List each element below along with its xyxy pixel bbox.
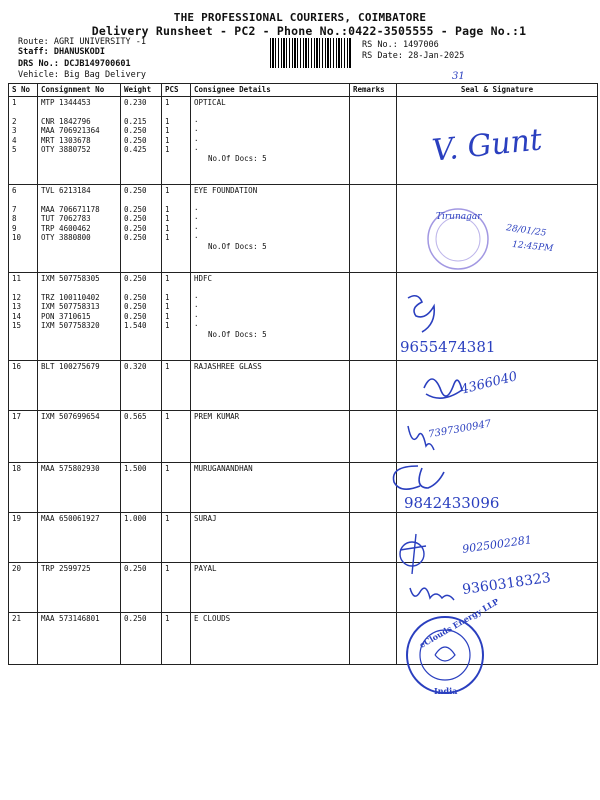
cell-line: 21 bbox=[12, 614, 22, 623]
cell-line bbox=[12, 283, 34, 292]
cell-line: 18 bbox=[12, 464, 22, 473]
cell-line: RAJASHREE GLASS bbox=[194, 362, 262, 371]
cell-remarks bbox=[350, 361, 397, 411]
cell-cons bbox=[38, 97, 121, 185]
cell-line: · bbox=[194, 232, 199, 242]
cell-sno bbox=[9, 613, 38, 665]
cell-line: 0.250 bbox=[124, 204, 147, 214]
col-pcs: PCS bbox=[162, 84, 191, 97]
time-note: 12:45PM bbox=[511, 239, 554, 255]
cell-line bbox=[124, 107, 158, 116]
cell-pcs bbox=[162, 513, 191, 563]
cell-line: HDFC bbox=[194, 274, 213, 283]
cell-line bbox=[41, 195, 117, 204]
cell-line: 0.250 bbox=[124, 614, 147, 623]
cell-remarks bbox=[350, 273, 397, 361]
cell-pcs bbox=[162, 463, 191, 513]
cell-details bbox=[191, 185, 350, 273]
cell-details bbox=[191, 563, 350, 613]
cell-cons bbox=[38, 563, 121, 613]
cell-line bbox=[12, 107, 34, 116]
cell-details bbox=[191, 361, 350, 411]
cell-line bbox=[124, 283, 158, 292]
phone-1: 9655474381 bbox=[400, 338, 496, 356]
no-of-docs: No.Of Docs: 5 bbox=[208, 154, 267, 164]
cell-line: 1 bbox=[165, 126, 170, 136]
phone-4: 9842433096 bbox=[404, 494, 500, 512]
cell-line: 19 bbox=[12, 514, 22, 523]
cell-line bbox=[165, 283, 187, 292]
signature-2 bbox=[400, 290, 450, 335]
phone-3: 7397300947 bbox=[427, 418, 493, 441]
seal-text: eClouds Energy LLP bbox=[417, 596, 501, 650]
cell-line: PON 3710615 bbox=[41, 311, 91, 321]
cell-line: 12 bbox=[12, 292, 22, 302]
cell-line: 5 bbox=[12, 144, 17, 154]
date-note: 28/01/25 bbox=[505, 223, 547, 239]
cell-line: TRP 2599725 bbox=[41, 564, 91, 573]
cell-line: · bbox=[194, 204, 199, 214]
cell-line: 2 bbox=[12, 116, 17, 126]
cell-line: 1.000 bbox=[124, 514, 147, 523]
table-header-row bbox=[9, 84, 598, 97]
cell-details bbox=[191, 613, 350, 665]
cell-line: PAYAL bbox=[194, 564, 217, 573]
cell-sno bbox=[9, 563, 38, 613]
cell-line: 1 bbox=[165, 186, 170, 195]
cell-pcs bbox=[162, 185, 191, 273]
cell-line: MAA 573146801 bbox=[41, 614, 100, 623]
cell-line: EYE FOUNDATION bbox=[194, 186, 258, 195]
cell-pcs bbox=[162, 613, 191, 665]
company-title: THE PROFESSIONAL COURIERS, COIMBATORE bbox=[173, 11, 427, 24]
page-mark: 31 bbox=[452, 71, 465, 82]
phone-5: 9025002281 bbox=[461, 533, 533, 556]
cell-sno bbox=[9, 97, 38, 185]
cell-line bbox=[12, 195, 34, 204]
cell-wt bbox=[121, 563, 162, 613]
cell-line: · bbox=[194, 320, 199, 330]
col-sno: S No bbox=[9, 84, 38, 97]
cell-sno bbox=[9, 513, 38, 563]
cell-details bbox=[191, 411, 350, 463]
cell-line: 1 bbox=[165, 412, 170, 421]
cell-wt bbox=[121, 361, 162, 411]
cell-wt bbox=[121, 613, 162, 665]
cell-line: MAA 575802930 bbox=[41, 464, 100, 473]
cell-line: · bbox=[194, 116, 199, 126]
signature-7 bbox=[404, 578, 460, 610]
cell-line bbox=[165, 107, 187, 116]
cell-line: 0.250 bbox=[124, 274, 147, 283]
cell-line: 0.250 bbox=[124, 223, 147, 233]
col-remarks: Remarks bbox=[350, 84, 397, 97]
cell-wt bbox=[121, 273, 162, 361]
cell-line: 0.230 bbox=[124, 98, 147, 107]
cell-line: 0.250 bbox=[124, 186, 147, 195]
cell-line: 1 bbox=[165, 292, 170, 302]
cell-line: 6 bbox=[12, 186, 17, 195]
cell-cons bbox=[38, 411, 121, 463]
cell-details bbox=[191, 97, 350, 185]
cell-line: · bbox=[194, 144, 199, 154]
cell-line: 1 bbox=[165, 98, 170, 107]
cell-cons bbox=[38, 513, 121, 563]
cell-line bbox=[194, 283, 346, 292]
cell-line: TUT 7062783 bbox=[41, 214, 91, 224]
cell-line: 15 bbox=[12, 320, 22, 330]
cell-wt bbox=[121, 185, 162, 273]
cell-pcs bbox=[162, 361, 191, 411]
cell-line: MURUGANANDHAN bbox=[194, 464, 253, 473]
cell-line: 0.425 bbox=[124, 144, 147, 154]
cell-line: 10 bbox=[12, 232, 22, 242]
table-row bbox=[9, 613, 598, 665]
cell-line: 1 bbox=[165, 514, 170, 523]
signature-5 bbox=[388, 460, 448, 496]
cell-sno bbox=[9, 463, 38, 513]
cell-line: 1 bbox=[165, 614, 170, 623]
cell-line: MAA 706921364 bbox=[41, 126, 100, 136]
rs-no-line: RS No.: 1497006 bbox=[362, 40, 439, 50]
cell-cons bbox=[38, 185, 121, 273]
cell-pcs bbox=[162, 411, 191, 463]
staff-line: Staff: DHANUSKODI bbox=[18, 47, 106, 57]
cell-line: IXM 507758305 bbox=[41, 274, 100, 283]
cell-line: 1.540 bbox=[124, 320, 147, 330]
cell-line bbox=[194, 195, 346, 204]
table-row bbox=[9, 273, 598, 361]
cell-line: · bbox=[194, 223, 199, 233]
cell-line: 0.250 bbox=[124, 232, 147, 242]
cell-line: 1 bbox=[165, 232, 170, 242]
cell-line bbox=[41, 107, 117, 116]
cell-line: 0.565 bbox=[124, 412, 147, 421]
signature-1: V. Gunt bbox=[430, 122, 544, 169]
cell-sno bbox=[9, 361, 38, 411]
cell-cons bbox=[38, 361, 121, 411]
cell-line: MAA 650061927 bbox=[41, 514, 100, 523]
drs-line: DRS No.: DCJB149700601 bbox=[18, 59, 131, 69]
cell-line: 0.320 bbox=[124, 362, 147, 371]
cell-wt bbox=[121, 411, 162, 463]
cell-line: 1 bbox=[165, 564, 170, 573]
cell-pcs bbox=[162, 273, 191, 361]
cell-line: 1 bbox=[165, 116, 170, 126]
cell-line: TVL 6213184 bbox=[41, 186, 91, 195]
cell-line: OTY 3880752 bbox=[41, 144, 91, 154]
cell-line: 16 bbox=[12, 362, 22, 371]
cell-line: OPTICAL bbox=[194, 98, 226, 107]
cell-line: 1 bbox=[165, 135, 170, 145]
vehicle-line: Vehicle: Big Bag Delivery bbox=[18, 70, 146, 80]
cell-line: 1 bbox=[165, 302, 170, 312]
cell-remarks bbox=[350, 185, 397, 273]
cell-details bbox=[191, 273, 350, 361]
cell-line bbox=[194, 107, 346, 116]
rs-date-line: RS Date: 28-Jan-2025 bbox=[362, 51, 465, 61]
cell-line: 13 bbox=[12, 302, 22, 312]
cell-line: 1 bbox=[165, 320, 170, 330]
phone-2: 4366040 bbox=[459, 369, 519, 398]
col-consignee: Consignee Details bbox=[191, 84, 350, 97]
cell-remarks bbox=[350, 411, 397, 463]
cell-line bbox=[124, 195, 158, 204]
cell-wt bbox=[121, 463, 162, 513]
cell-line: · bbox=[194, 302, 199, 312]
cell-line: 7 bbox=[12, 204, 17, 214]
cell-line: 4 bbox=[12, 135, 17, 145]
cell-line: 0.250 bbox=[124, 311, 147, 321]
cell-line bbox=[41, 283, 117, 292]
cell-line: IXM 507699654 bbox=[41, 412, 100, 421]
barcode-image bbox=[270, 38, 352, 68]
cell-details bbox=[191, 513, 350, 563]
signature-6 bbox=[390, 530, 440, 574]
cell-line: 0.215 bbox=[124, 116, 147, 126]
cell-line: MTP 1344453 bbox=[41, 98, 91, 107]
cell-sno bbox=[9, 411, 38, 463]
runsheet-title: Delivery Runsheet - PC2 - Phone No.:0422-3505555 - Page No.:1 bbox=[91, 24, 527, 38]
table-row bbox=[9, 463, 598, 513]
cell-line: SURAJ bbox=[194, 514, 217, 523]
cell-line: 1.500 bbox=[124, 464, 147, 473]
cell-line: 11 bbox=[12, 274, 22, 283]
cell-sno bbox=[9, 185, 38, 273]
cell-line: 9 bbox=[12, 223, 17, 233]
cell-line: 1 bbox=[12, 98, 17, 107]
cell-line: 20 bbox=[12, 564, 22, 573]
cell-line: BLT 100275679 bbox=[41, 362, 100, 371]
cell-line bbox=[165, 195, 187, 204]
route-line: Route: AGRI UNIVERSITY -1 bbox=[18, 37, 146, 47]
cell-line: TRP 4600462 bbox=[41, 223, 91, 233]
cell-line: MAA 706671178 bbox=[41, 204, 100, 214]
cell-line: · bbox=[194, 214, 199, 224]
seal-country: India bbox=[434, 686, 458, 696]
cell-line: CNR 1842796 bbox=[41, 116, 91, 126]
cell-line: 0.250 bbox=[124, 292, 147, 302]
cell-line: · bbox=[194, 311, 199, 321]
stamp-handwriting: Tirunagar bbox=[436, 212, 482, 222]
cell-remarks bbox=[350, 97, 397, 185]
cell-line: 0.250 bbox=[124, 564, 147, 573]
cell-line: 0.250 bbox=[124, 126, 147, 136]
col-consignment: Consignment No bbox=[38, 84, 121, 97]
cell-line: 8 bbox=[12, 214, 17, 224]
cell-pcs bbox=[162, 97, 191, 185]
cell-line: 1 bbox=[165, 464, 170, 473]
cell-line: E CLOUDS bbox=[194, 614, 231, 623]
cell-line: · bbox=[194, 126, 199, 136]
cell-line: 0.250 bbox=[124, 135, 147, 145]
cell-line: 1 bbox=[165, 223, 170, 233]
cell-line: 3 bbox=[12, 126, 17, 136]
cell-line: 0.250 bbox=[124, 214, 147, 224]
cell-line: 14 bbox=[12, 311, 22, 321]
cell-line: 1 bbox=[165, 144, 170, 154]
cell-sno bbox=[9, 273, 38, 361]
no-of-docs: No.Of Docs: 5 bbox=[208, 330, 267, 340]
cell-line: 1 bbox=[165, 311, 170, 321]
cell-line: · bbox=[194, 135, 199, 145]
cell-pcs bbox=[162, 563, 191, 613]
col-weight: Weight bbox=[121, 84, 162, 97]
cell-line: 0.250 bbox=[124, 302, 147, 312]
no-of-docs: No.Of Docs: 5 bbox=[208, 242, 267, 252]
cell-line: 1 bbox=[165, 214, 170, 224]
cell-line: 1 bbox=[165, 274, 170, 283]
cell-line: MRT 1303678 bbox=[41, 135, 91, 145]
cell-wt bbox=[121, 97, 162, 185]
table-row bbox=[9, 411, 598, 463]
col-seal: Seal & Signature bbox=[397, 84, 598, 97]
cell-cons bbox=[38, 463, 121, 513]
cell-line: OTY 3880800 bbox=[41, 232, 91, 242]
cell-line: 1 bbox=[165, 204, 170, 214]
phone-6: 9360318323 bbox=[461, 569, 552, 599]
cell-line: · bbox=[194, 292, 199, 302]
cell-details bbox=[191, 463, 350, 513]
cell-line: 17 bbox=[12, 412, 22, 421]
cell-cons bbox=[38, 613, 121, 665]
cell-cons bbox=[38, 273, 121, 361]
cell-line: IXM 507758320 bbox=[41, 320, 100, 330]
cell-remarks bbox=[350, 613, 397, 665]
cell-line: 1 bbox=[165, 362, 170, 371]
cell-line: TRZ 100110402 bbox=[41, 292, 100, 302]
cell-line: IXM 507758313 bbox=[41, 302, 100, 312]
cell-line: PREM KUMAR bbox=[194, 412, 240, 421]
cell-wt bbox=[121, 513, 162, 563]
